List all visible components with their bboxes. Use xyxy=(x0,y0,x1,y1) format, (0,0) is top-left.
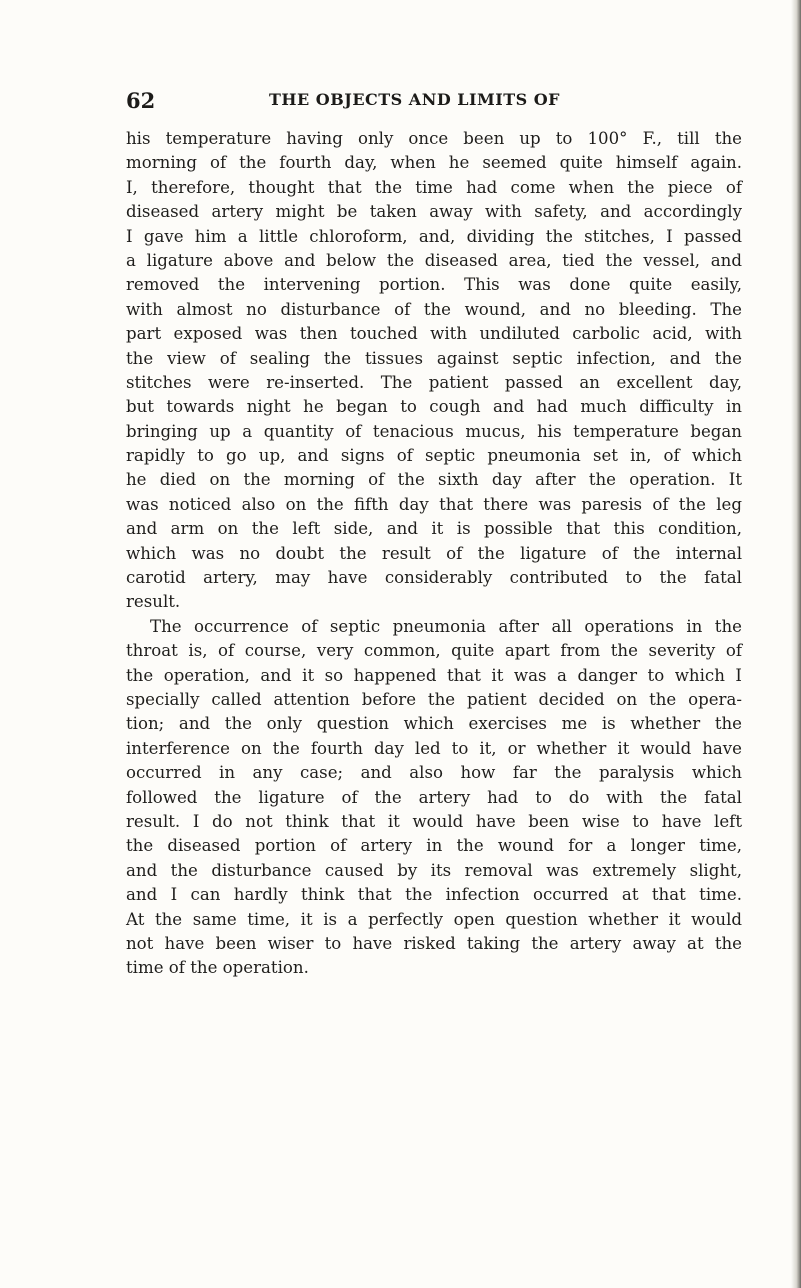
page-header xyxy=(126,88,746,112)
page-edge-shadow xyxy=(791,0,801,1288)
text-line: stitches were re-inserted. The patient passed an excellent day, xyxy=(126,372,742,392)
running-head: THE OBJECTS AND LIMITS OF xyxy=(269,90,561,109)
text-line: his temperature having only once been up to 100° F., till the xyxy=(126,129,742,148)
text-line: occurred in any case; and also how far the paralysis which xyxy=(126,763,742,783)
text-line: the diseased portion of artery in the wound for a longer time, xyxy=(126,836,742,856)
text-line: result. I do not think that it would have been wise to have left xyxy=(126,811,742,831)
text-line: The occurrence of septic pneumonia after all operations in the xyxy=(150,616,742,636)
text-line: removed the intervening portion. This was done quite easily, xyxy=(126,275,742,295)
text-line: but towards night he began to cough and had much difficulty in xyxy=(126,397,742,417)
text-line: carotid artery, may have considerably contributed to the fatal xyxy=(126,568,742,588)
text-line: interference on the fourth day led to it, or whether it would have xyxy=(126,738,742,758)
text-line: I gave him a little chloroform, and, dividing the stitches, I passed xyxy=(126,226,742,246)
paragraph-1 xyxy=(126,127,742,615)
text-line: tion; and the only question which exercises me is whether the xyxy=(126,714,742,734)
text-line: followed the ligature of the artery had to do with the fatal xyxy=(126,787,742,807)
text-line: a ligature above and below the diseased area, tied the vessel, and xyxy=(126,250,742,270)
text-line: the operation, and it so happened that it was a danger to which I xyxy=(126,665,742,685)
paragraph-2 xyxy=(126,615,742,981)
text-line: rapidly to go up, and signs of septic pneumonia set in, of which xyxy=(126,446,742,466)
page-number: 62 xyxy=(126,88,156,113)
text-line: and arm on the left side, and it is possible that this condition, xyxy=(126,519,742,539)
body-text xyxy=(126,127,742,981)
text-line: result. xyxy=(126,592,181,612)
text-line: bringing up a quantity of tenacious mucus, his temperature began xyxy=(126,421,742,441)
text-line: not have been wiser to have risked taking the artery away at the xyxy=(126,933,742,953)
text-line: I, therefore, thought that the time had come when the piece of xyxy=(126,177,742,197)
text-line: specially called attention before the patient decided on the opera- xyxy=(126,689,742,709)
text-line: and the disturbance caused by its removal was extremely slight, xyxy=(126,860,742,880)
text-line: the view of sealing the tissues against septic infection, and the xyxy=(126,348,742,368)
text-line: diseased artery might be taken away with safety, and accordingly xyxy=(126,202,742,222)
text-line: was noticed also on the fifth day that there was paresis of the leg xyxy=(126,494,742,514)
text-line: morning of the fourth day, when he seemed quite himself again. xyxy=(126,153,742,173)
text-line: throat is, of course, very common, quite apart from the severity of xyxy=(126,641,742,661)
text-line: and I can hardly think that the infection occurred at that time. xyxy=(126,885,742,905)
text-line: with almost no disturbance of the wound, and no bleeding. The xyxy=(126,299,742,319)
text-line: he died on the morning of the sixth day after the operation. It xyxy=(126,470,742,490)
text-line: At the same time, it is a perfectly open question whether it would xyxy=(126,909,742,929)
text-line: which was no doubt the result of the ligature of the internal xyxy=(126,543,742,563)
text-line: time of the operation. xyxy=(126,958,309,978)
text-line: part exposed was then touched with undiluted carbolic acid, with xyxy=(126,324,742,344)
